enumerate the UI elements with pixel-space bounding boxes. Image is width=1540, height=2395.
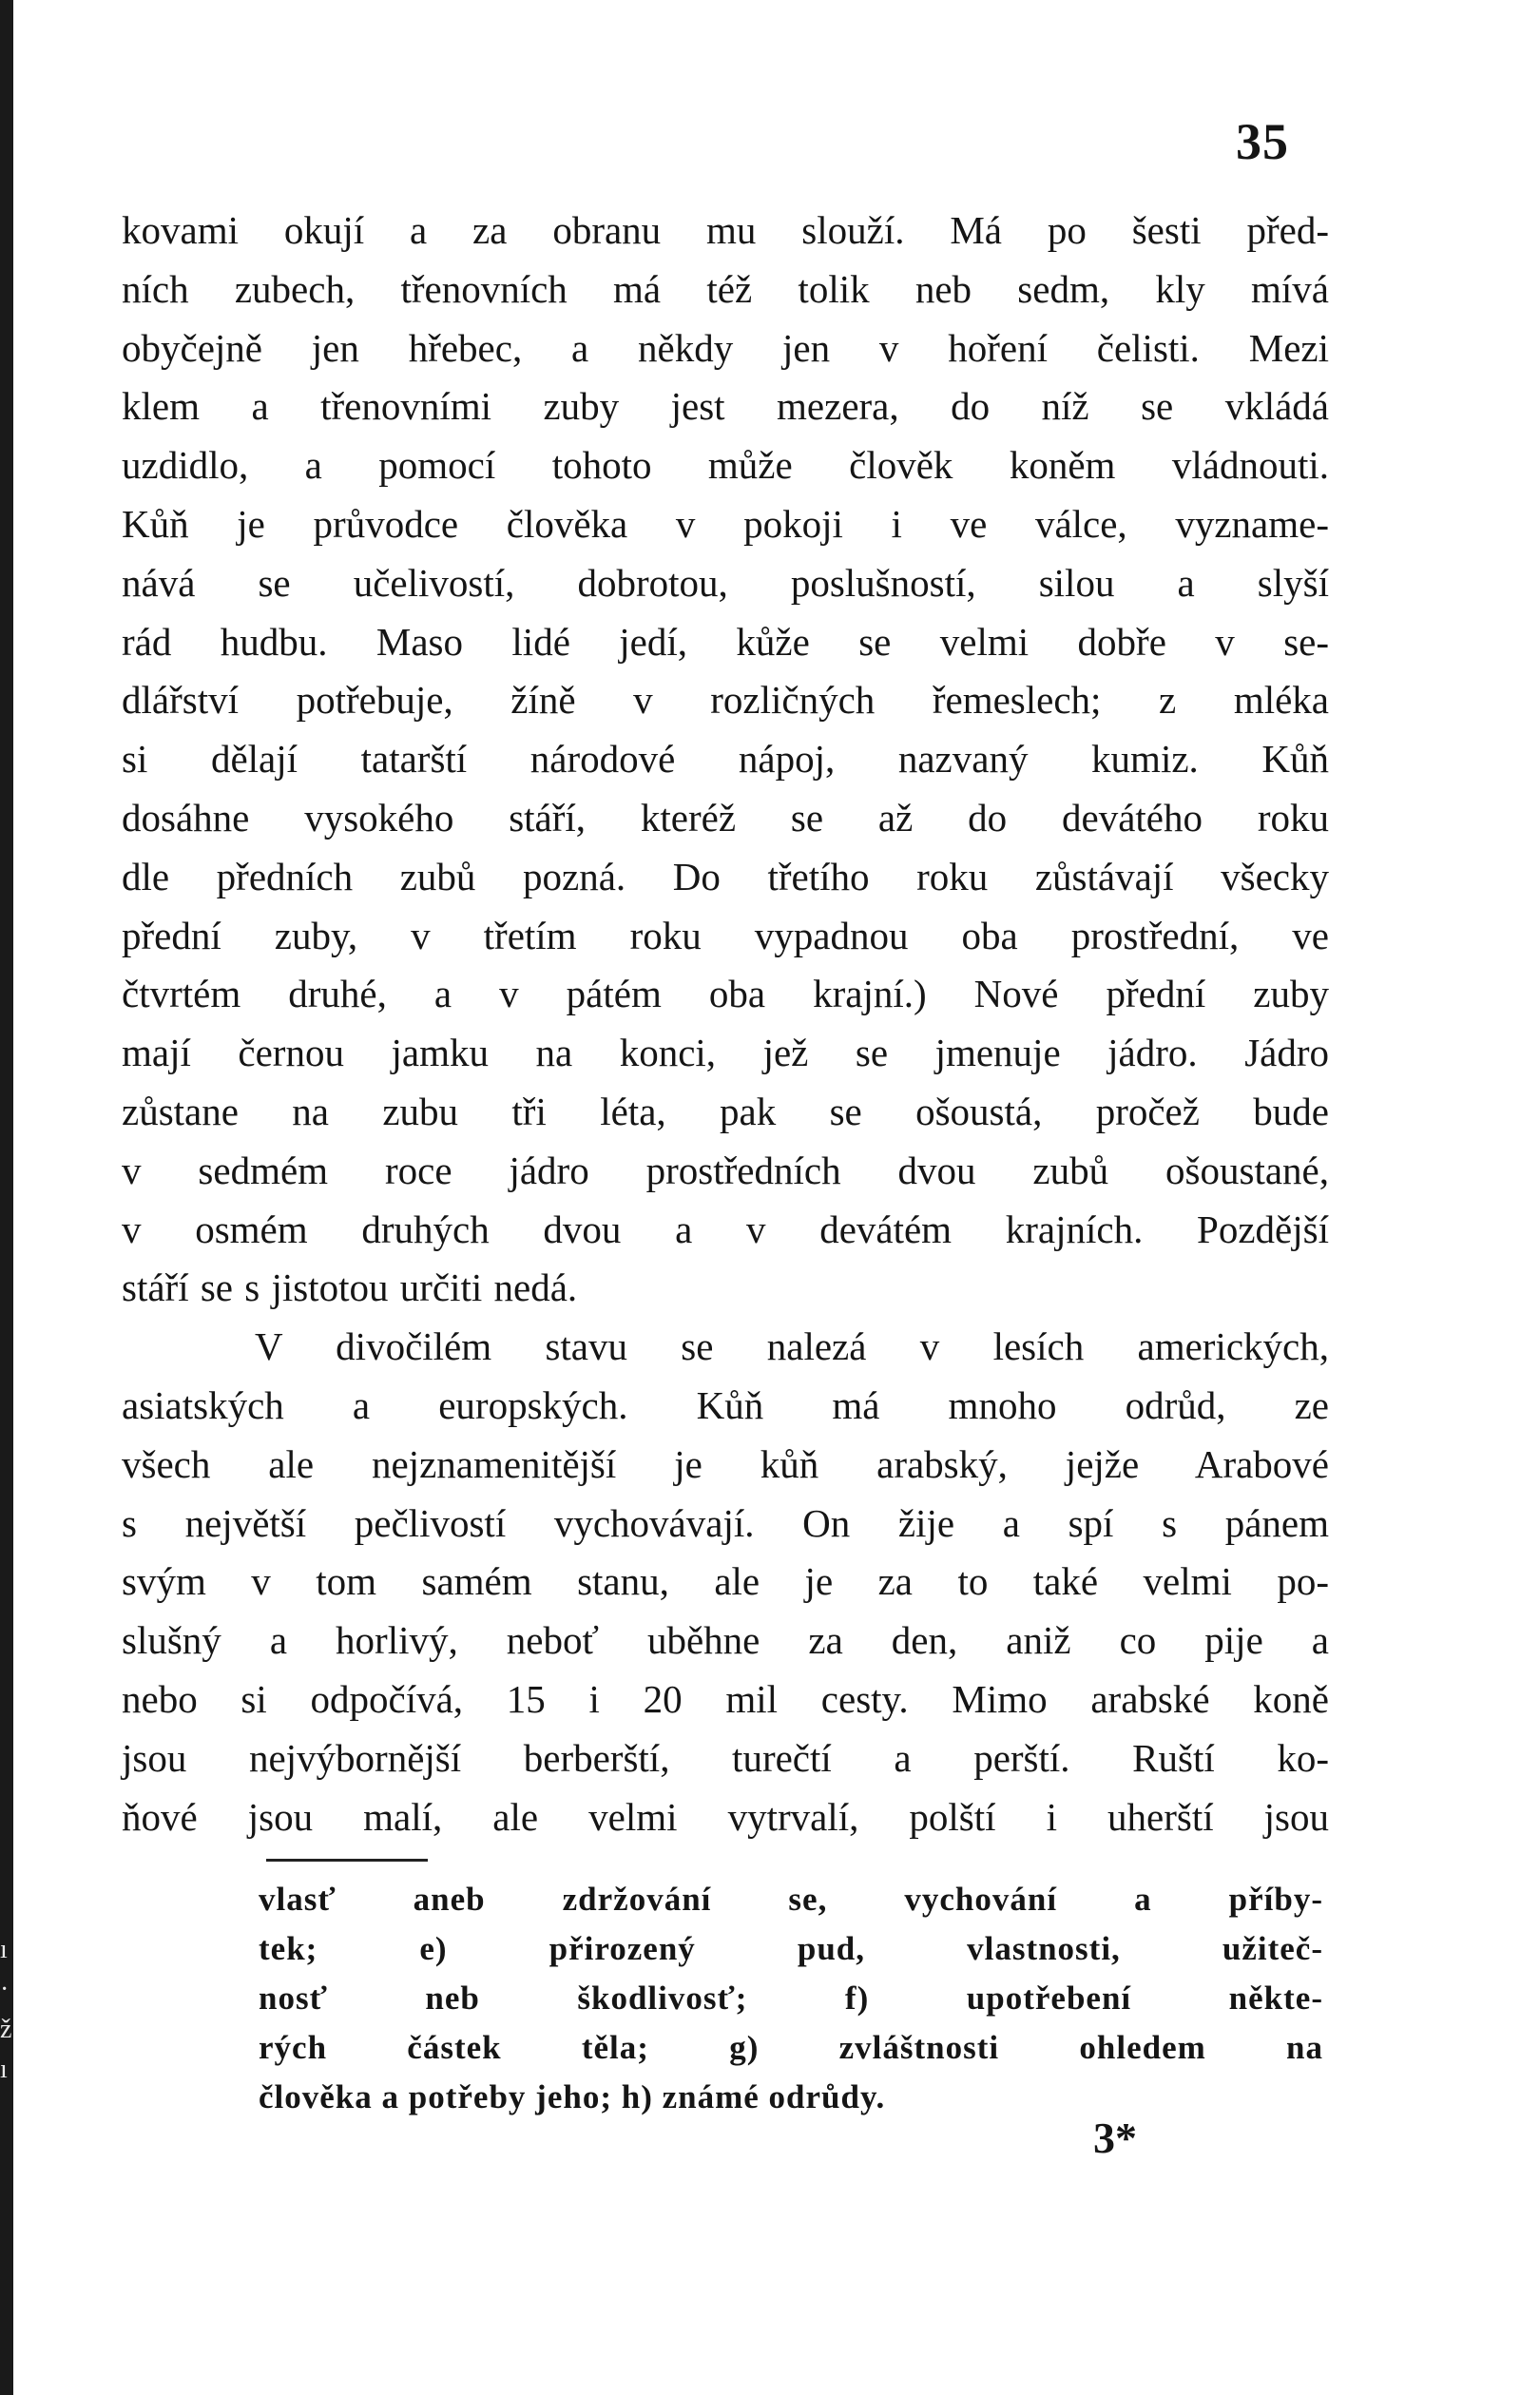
- body-text: [122, 202, 1329, 1846]
- text-line: uzdidlo, a pomocí tohoto může člověk koněm vládnouti.: [122, 443, 1329, 488]
- text-line: klem a třenovními zuby jest mezera, do níž se vkládá: [122, 384, 1329, 429]
- text-line: ňové jsou malí, ale velmi vytrvalí, polští i uherští jsou: [122, 1794, 1329, 1839]
- text-line: čtvrtém druhé, a v pátém oba krajní.) Nové přední zuby: [122, 972, 1329, 1016]
- text-line: svým v tom samém stanu, ale je za to také velmi po-: [122, 1559, 1329, 1604]
- text-line: dosáhne vysokého stáří, kteréž se až do devátého roku: [122, 795, 1329, 840]
- text-line: dle předních zubů pozná. Do třetího roku zůstávají všecky: [122, 854, 1329, 898]
- text-line: zůstane na zubu tři léta, pak se ošoustá, pročež bude: [122, 1089, 1329, 1133]
- footnote-text: [259, 1875, 1323, 2122]
- margin-mark: ı: [0, 1935, 8, 1964]
- footnote-divider: [266, 1859, 428, 1862]
- page-number: 35: [1236, 113, 1289, 170]
- text-line: rád hudbu. Maso lidé jedí, kůže se velmi dobře v se-: [122, 619, 1329, 664]
- text-line: v sedmém roce jádro prostředních dvou zubů ošoustané,: [122, 1148, 1329, 1192]
- text-line: jsou nejvýbornější berberští, turečtí a perští. Ruští ko-: [122, 1735, 1329, 1780]
- margin-mark: ·: [0, 1975, 10, 2004]
- text-line: mají černou jamku na konci, jež se jmenuje jádro. Jádro: [122, 1031, 1329, 1075]
- footnote-line: tek; e) přirozený pud, vlastnosti, užiteč-: [259, 1930, 1323, 1967]
- text-line: obyčejně jen hřebec, a někdy jen v hoření čelisti. Mezi: [122, 325, 1329, 370]
- footnote-line: vlasť aneb zdržování se, vychování a příby-: [259, 1881, 1323, 1918]
- text-line: slušný a horlivý, neboť uběhne za den, aniž co pije a: [122, 1618, 1329, 1663]
- margin-mark: ı: [0, 2055, 8, 2084]
- margin-bleed-marks: [0, 1930, 11, 2090]
- paragraph-start-line: V divočilém stavu se nalezá v lesích amerických,: [255, 1324, 1329, 1369]
- text-line: ních zubech, třenovních má též tolik neb sedm, kly mívá: [122, 266, 1329, 311]
- footnote-line: člověka a potřeby jeho; h) známé odrůdy.: [259, 2078, 886, 2115]
- text-line: všech ale nejznamenitější je kůň arabský, jejže Arabové: [122, 1441, 1329, 1486]
- text-line: přední zuby, v třetím roku vypadnou oba prostřední, ve: [122, 913, 1329, 957]
- text-line: stáří se s jistotou určiti nedá.: [122, 1265, 578, 1310]
- text-line: asiatských a europských. Kůň má mnoho odrůd, ze: [122, 1382, 1329, 1427]
- text-line: si dělají tatarští národové nápoj, nazvaný kumiz. Kůň: [122, 737, 1329, 782]
- footnote-line: nosť neb škodlivosť; f) upotřebení někte-: [259, 1980, 1323, 2017]
- margin-mark: ž: [0, 2015, 12, 2044]
- text-line: nebo si odpočívá, 15 i 20 mil cesty. Mimo arabské koně: [122, 1676, 1329, 1721]
- text-line: Kůň je průvodce člověka v pokoji i ve válce, vyzname-: [122, 501, 1329, 546]
- text-line: dlářství potřebuje, žíně v rozličných řemeslech; z mléka: [122, 678, 1329, 723]
- text-line: nává se učelivostí, dobrotou, poslušností, silou a slyší: [122, 560, 1329, 605]
- footnote-line: rých částek těla; g) zvláštnosti ohledem na: [259, 2029, 1323, 2066]
- signature-mark: 3*: [1093, 2114, 1137, 2162]
- text-line: v osmém druhých dvou a v devátém krajních. Pozdější: [122, 1207, 1329, 1251]
- text-line: kovami okují a za obranu mu slouží. Má po šesti před-: [122, 208, 1329, 252]
- text-line: s největší pečlivostí vychovávají. On žije a spí s pánem: [122, 1500, 1329, 1545]
